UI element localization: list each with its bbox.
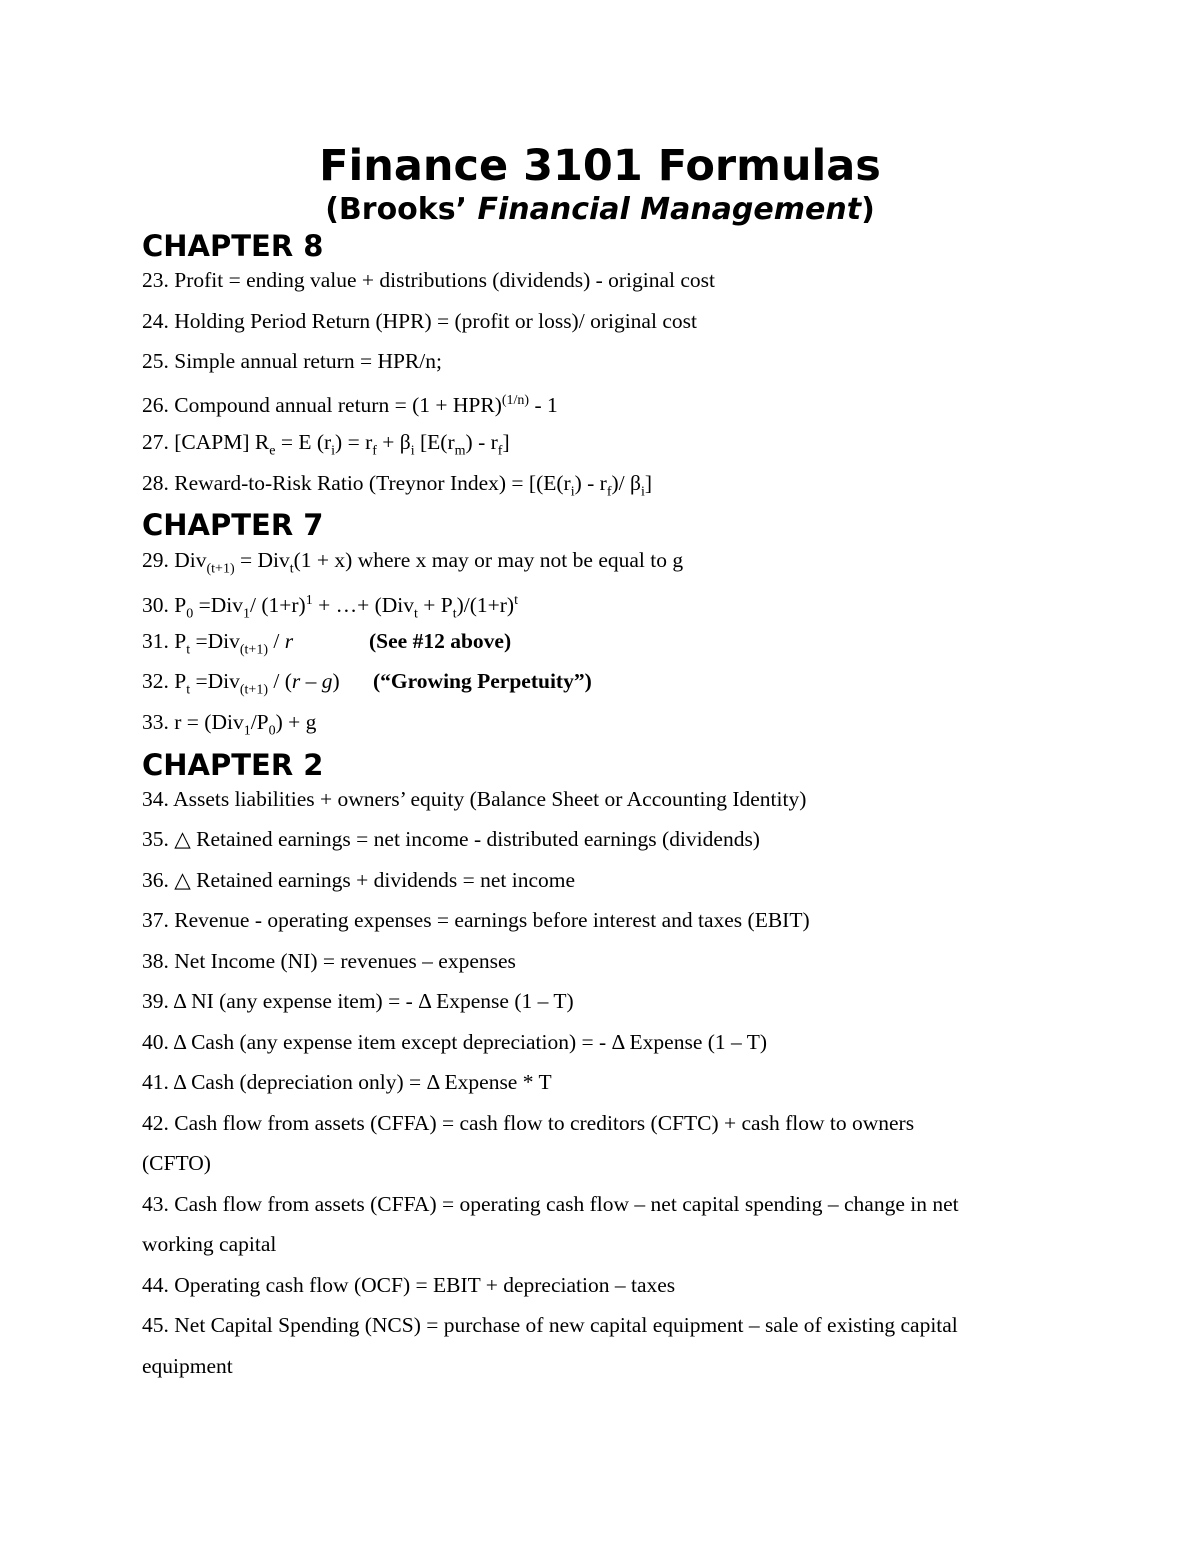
formula-39: 39. Δ NI (any expense item) = - Δ Expense (1 – T) <box>142 989 574 1013</box>
formula-27: 27. [CAPM] $R_e = E$ $(r_i) = r_f + \beta_i$ $[E(r_m) - r_f]$ <box>142 430 510 459</box>
formula-43-line-1: 43. Cash flow from assets (CFFA) = operating cash flow – net capital spending – change in net <box>142 1192 959 1216</box>
formula-45-line-2: equipment <box>142 1354 233 1378</box>
formula-41: 41. Δ Cash (depreciation only) = Δ Expense * T <box>142 1070 552 1094</box>
formula-38: 38. Net Income (NI) = revenues – expenses <box>142 949 516 973</box>
formula-29: 29. Div$_{(t+1)}$ = Div$_t$(1 + x) where x may or may not be equal to g <box>142 548 684 577</box>
formula-32: 32. $P_t =Div_{(t+1)} / (r - g)$ <box>142 669 340 698</box>
formula-45-line-1: 45. Net Capital Spending (NCS) = purchase of new capital equipment – sale of existing capital <box>142 1313 958 1337</box>
formula-31-note: (See #12 above) <box>369 629 512 653</box>
formula-30: 30. $P_0 =Div_1/$ $(1+r)^1$ + …+ $(Div_t + P_t)/(1+r)^t$ <box>142 593 518 622</box>
formula-33: 33. $r = (Div_1/P_0) + g$ <box>142 710 317 739</box>
formula-42-line-1: 42. Cash flow from assets (CFFA) = cash flow to creditors (CFTC) + cash flow to owners <box>142 1111 915 1135</box>
subtitle-book-title: Financial Management <box>477 192 862 227</box>
subtitle-close: ) <box>861 192 875 227</box>
chapter-8-heading: CHAPTER 8 <box>142 229 324 263</box>
formula-43-line-2: working capital <box>142 1232 277 1256</box>
chapter-7-heading: CHAPTER 7 <box>142 508 324 542</box>
formula-36: 36. △ Retained earnings + dividends = net income <box>142 868 576 892</box>
formula-37: 37. Revenue - operating expenses = earnings before interest and taxes (EBIT) <box>142 908 810 932</box>
document-subtitle <box>0 191 1200 229</box>
formula-34: 34. Assets liabilities + owners’ equity (Balance Sheet or Accounting Identity) <box>142 787 807 811</box>
formula-40: 40. Δ Cash (any expense item except depreciation) = - Δ Expense (1 – T) <box>142 1030 768 1054</box>
formula-26: 26. Compound annual return = (1 + HPR)$^{(1/n)}$ - 1 <box>142 393 558 418</box>
formula-23: 23. Profit = ending value + distributions (dividends) - original cost <box>142 268 716 292</box>
formula-32-note: (“Growing Perpetuity”) <box>373 669 592 693</box>
formula-24: 24. Holding Period Return (HPR) = (profit or loss)/ original cost <box>142 309 697 333</box>
formula-35: 35. △ Retained earnings = net income - distributed earnings (dividends) <box>142 827 760 851</box>
chapter-2-heading: CHAPTER 2 <box>142 748 324 782</box>
formula-31: 31. $P_t =Div_{(t+1)} / r$ <box>142 629 294 658</box>
formula-44: 44. Operating cash flow (OCF) = EBIT + depreciation – taxes <box>142 1273 676 1297</box>
formula-28: 28. Reward-to-Risk Ratio (Treynor Index) = [$(E(r_i) - r_f)/$ $\beta_i$] <box>142 471 653 500</box>
subtitle-open: (Brooks’ <box>325 192 478 227</box>
document-title: Finance 3101 Formulas <box>319 141 881 191</box>
formula-42-line-2: (CFTO) <box>142 1151 211 1175</box>
formula-25: 25. Simple annual return = HPR/n; <box>142 349 442 373</box>
